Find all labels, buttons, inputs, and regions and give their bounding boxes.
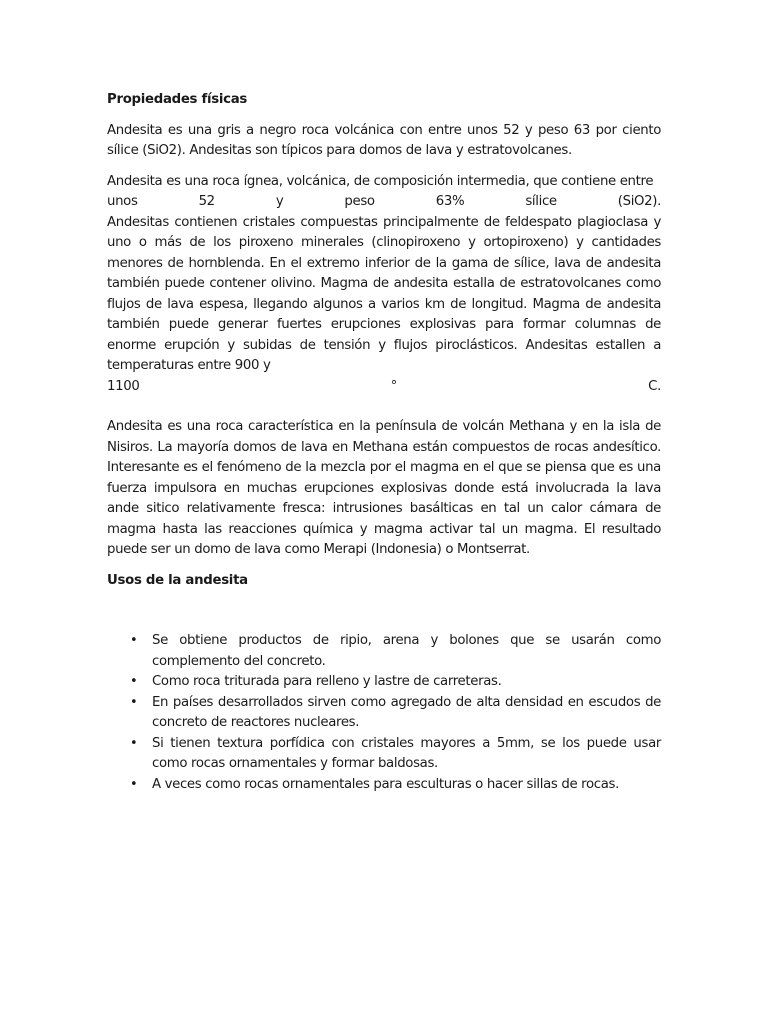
bullet-icon: •	[130, 776, 138, 792]
uses-list	[107, 631, 661, 795]
heading-usos-andesita: Usos de la andesita	[107, 572, 248, 588]
bullet-icon: •	[130, 674, 138, 689]
paragraph-composition-body: Andesitas contienen cristales compuestas principalmente de feldespato plagioclasa y uno o más de los piroxeno minerales (clinopiroxeno y ortopiroxeno) y cantidades menores de hornblenda. En el extremo inferior de la gama de sílice, lava de andesita también puede contener olivino. Magma de andesita estalla de estratovolcanes como flujos de lava espesa, llegando algunos a varios km de longitud. Magma de andesita también puede generar fuertes erupciones explosivas para formar columnas de enorme erupción y subidas de tensión y flujos piroclásticos. Andesitas estallen a temperaturas entre 900 y	[107, 214, 661, 373]
list-item-text: En países desarrollados sirven como agregado de alta densidad en escudos de concreto de reactores nucleares.	[152, 694, 661, 730]
bullet-icon: •	[130, 694, 138, 710]
list-item	[107, 672, 661, 693]
list-item-text: Se obtiene productos de ripio, arena y bolones que se usarán como complemento del concreto.	[152, 633, 661, 669]
list-item	[107, 734, 661, 775]
paragraph-andesita-definition: Andesita es una gris a negro roca volcánica con entre unos 52 y peso 63 por ciento sílice (SiO2). Andesitas son típicos para domos de lava y estratovolcanes.	[107, 122, 661, 158]
list-item-text: Como roca triturada para relleno y lastre de carreteras.	[152, 674, 502, 689]
bullet-icon: •	[130, 633, 138, 648]
list-item-text: A veces como rocas ornamentales para esculturas o hacer sillas de rocas.	[152, 776, 619, 792]
heading-propiedades-fisicas: Propiedades físicas	[107, 92, 247, 107]
list-item	[107, 775, 661, 796]
list-item	[107, 631, 661, 672]
bullet-icon: •	[130, 735, 138, 751]
paragraph-composition-intro: Andesita es una roca ígnea, volcánica, de composición intermedia, que contiene entre	[107, 173, 654, 189]
list-item	[107, 693, 661, 734]
paragraph-andesita-methana: Andesita es una roca característica en la península de volcán Methana y en la isla de Nisiros. La mayoría domos de lava en Methana están compuestos de rocas andesítico. Interesante es el fenómeno de la mezcla por el magma en el que se piensa que es una fuerza impulsora en muchas erupciones explosivas donde está involucrada la lava ande sitico relativamente fresca: intrusiones basálticas en tal un calor cámara de magma hasta las reacciones química y magma activar tal un magma. El resultado puede ser un domo de lava como Merapi (Indonesia) o Montserrat.	[107, 419, 661, 557]
list-item-text: Si tienen textura porfídica con cristales mayores a 5mm, se los puede usar como rocas ornamentales y formar baldosas.	[152, 735, 661, 771]
paragraph-andesita-composition	[107, 172, 661, 398]
document-body	[107, 90, 661, 795]
paragraph-composition-temperature-line: 1100 ° C.	[107, 378, 661, 394]
paragraph-composition-silica-line: unos 52 y peso 63% sílice (SiO2).	[107, 194, 661, 209]
